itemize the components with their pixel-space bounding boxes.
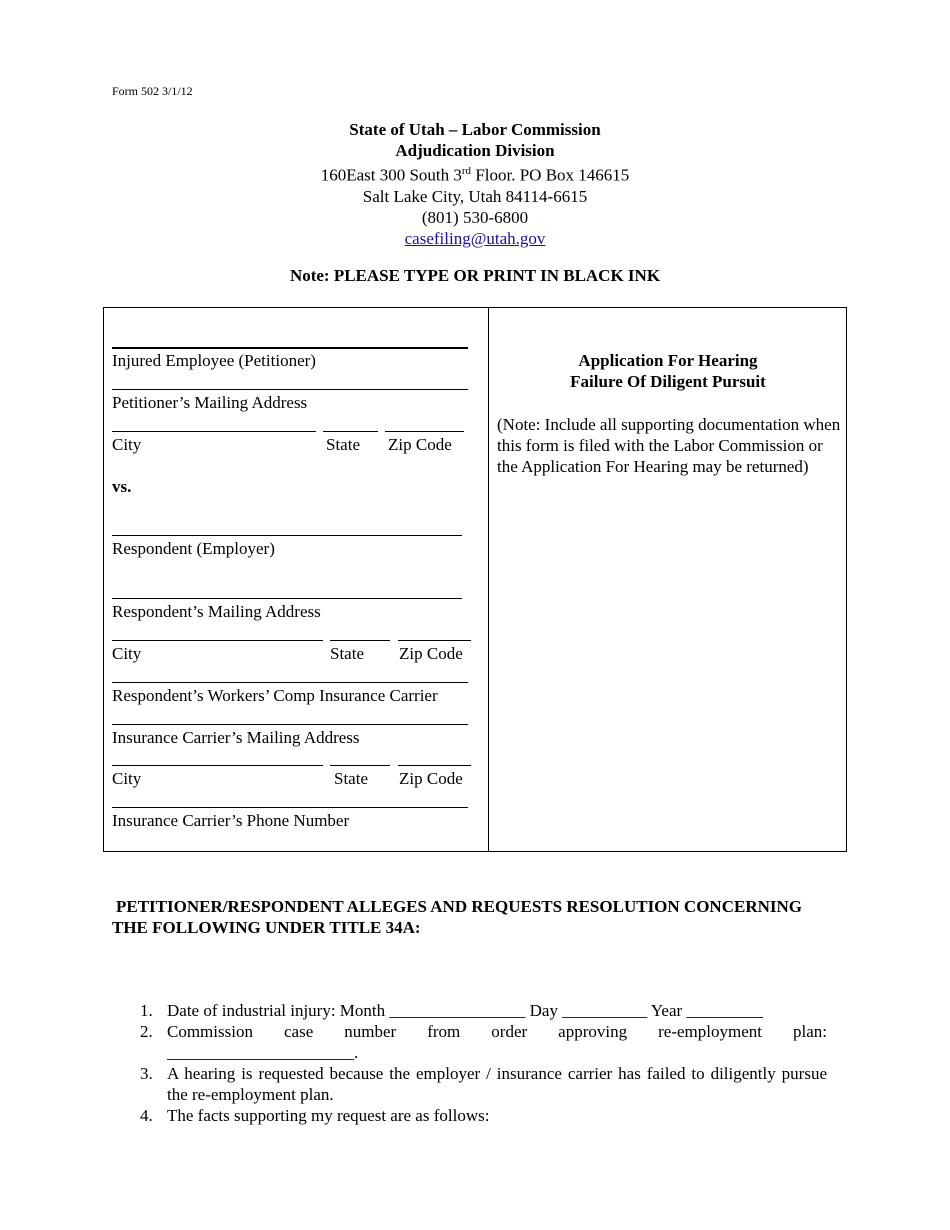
insurance-carrier-line[interactable] bbox=[112, 682, 468, 683]
respondent-address-label: Respondent’s Mailing Address bbox=[112, 602, 321, 621]
list-item: 1. Date of industrial injury: Month ________________ Day __________ Year _________ bbox=[140, 1001, 763, 1020]
form-number: Form 502 3/1/12 bbox=[112, 84, 193, 98]
respondent-name-line[interactable] bbox=[112, 535, 462, 536]
letterhead bbox=[0, 119, 950, 249]
application-title: Application For Hearing Failure Of Diligent Pursuit bbox=[570, 351, 766, 391]
list-item: 2. Commission case number from order approving re-employment plan: ______________________. bbox=[140, 1022, 827, 1062]
respondent-label: Respondent (Employer) bbox=[112, 539, 275, 558]
carrier-state-line[interactable] bbox=[330, 765, 390, 766]
petitioner-city-line[interactable] bbox=[112, 431, 316, 432]
carrier-address-line[interactable] bbox=[112, 724, 468, 725]
respondent-address-line[interactable] bbox=[112, 598, 462, 599]
request-items bbox=[140, 1000, 827, 1126]
agency-name: State of Utah – Labor Commission bbox=[349, 120, 601, 139]
insurance-carrier-label: Respondent’s Workers’ Comp Insurance Carrier bbox=[112, 686, 438, 705]
list-item: 3. A hearing is requested because the employer / insurance carrier has failed to diligently pursue the re-employment plan. bbox=[140, 1064, 827, 1104]
phone-number: (801) 530-6800 bbox=[421, 207, 529, 227]
application-note: (Note: Include all supporting documentation when this form is filed with the Labor Commission or the Application For Hearing may be returned) bbox=[497, 415, 841, 476]
petitioner-zip-line[interactable] bbox=[385, 431, 464, 432]
city-address: Salt Lake City, Utah 84114-6615 bbox=[362, 186, 588, 206]
petitioner-zip-label: Zip Code bbox=[388, 435, 452, 454]
carrier-city-label: City bbox=[112, 769, 142, 788]
petitioner-city-label: City bbox=[112, 435, 142, 454]
carrier-phone-line[interactable] bbox=[112, 807, 468, 808]
respondent-zip-label: Zip Code bbox=[399, 644, 463, 663]
section-heading: PETITIONER/RESPONDENT ALLEGES AND REQUESTS RESOLUTION CONCERNING THE FOLLOWING UNDER TITLE 34A: bbox=[112, 897, 802, 937]
petitioner-state-line[interactable] bbox=[323, 431, 378, 432]
respondent-zip-line[interactable] bbox=[398, 640, 471, 641]
carrier-zip-label: Zip Code bbox=[399, 769, 463, 788]
ink-note: Note: PLEASE TYPE OR PRINT IN BLACK INK bbox=[289, 266, 661, 285]
respondent-city-label: City bbox=[112, 644, 142, 663]
list-item: 4. The facts supporting my request are as follows: bbox=[140, 1106, 490, 1125]
carrier-address-label: Insurance Carrier’s Mailing Address bbox=[112, 728, 360, 747]
respondent-state-line[interactable] bbox=[330, 640, 390, 641]
carrier-city-line[interactable] bbox=[112, 765, 323, 766]
petitioner-state-label: State bbox=[326, 435, 360, 454]
injury-date-field[interactable]: Date of industrial injury: Month ________________ Day __________ Year _________ bbox=[167, 1001, 763, 1020]
respondent-city-line[interactable] bbox=[112, 640, 323, 641]
versus-label: vs. bbox=[112, 477, 132, 496]
respondent-state-label: State bbox=[330, 644, 364, 663]
petitioner-label: Injured Employee (Petitioner) bbox=[112, 351, 316, 370]
petitioner-name-line[interactable] bbox=[112, 347, 468, 349]
case-number-field[interactable]: ______________________. bbox=[167, 1043, 359, 1062]
carrier-state-label: State bbox=[334, 769, 368, 788]
carrier-zip-line[interactable] bbox=[398, 765, 471, 766]
email-link[interactable]: casefiling@utah.gov bbox=[404, 228, 546, 248]
carrier-phone-label: Insurance Carrier’s Phone Number bbox=[112, 811, 350, 830]
petitioner-address-line[interactable] bbox=[112, 389, 468, 390]
division-name: Adjudication Division bbox=[395, 141, 555, 160]
petitioner-address-label: Petitioner’s Mailing Address bbox=[112, 393, 308, 412]
street-address: 160East 300 South 3rd Floor. PO Box 146615 bbox=[320, 165, 630, 185]
